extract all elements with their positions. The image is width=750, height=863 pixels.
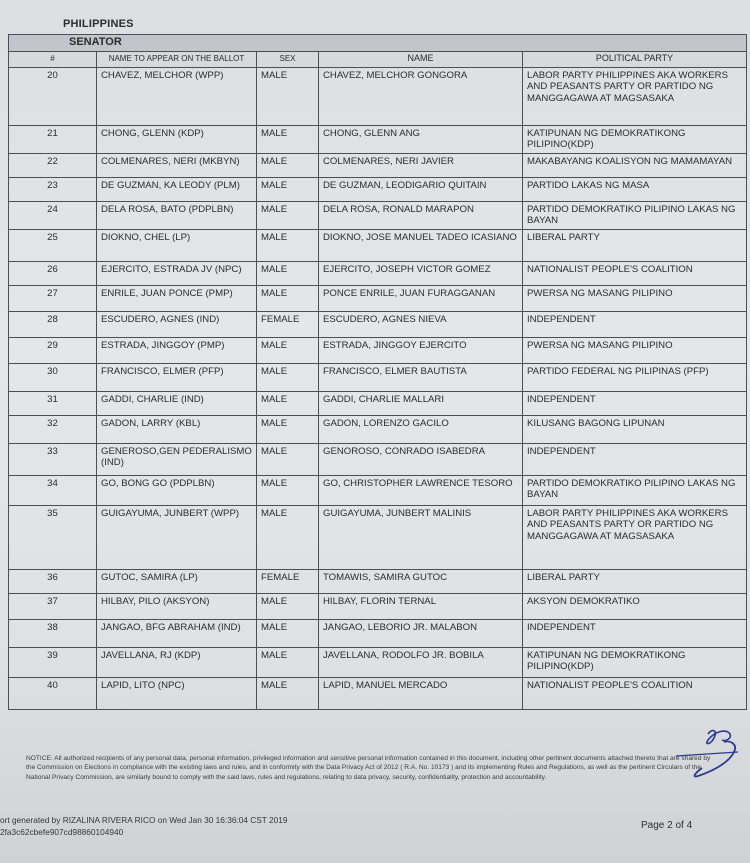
sex-cell: MALE <box>257 443 319 475</box>
ballot-name-cell: LAPID, LITO (NPC) <box>97 677 257 709</box>
table-row <box>9 593 747 619</box>
row-number: 22 <box>9 153 97 177</box>
table-row <box>9 177 747 201</box>
ballot-name-cell: HILBAY, PILO (AKSYON) <box>97 593 257 619</box>
sex-cell: MALE <box>257 261 319 285</box>
sex-cell: MALE <box>257 647 319 677</box>
sex-cell: MALE <box>257 229 319 261</box>
ballot-name-cell: COLMENARES, NERI (MKBYN) <box>97 153 257 177</box>
sex-cell: MALE <box>257 201 319 229</box>
table-row <box>9 391 747 415</box>
sex-cell: MALE <box>257 677 319 709</box>
col-ballot-name-header: NAME TO APPEAR ON THE BALLOT <box>97 51 257 67</box>
full-name-cell: GADON, LORENZO GACILO <box>319 415 523 443</box>
ballot-name-cell: CHONG, GLENN (KDP) <box>97 125 257 153</box>
sex-cell: MALE <box>257 285 319 311</box>
table-row <box>9 677 747 709</box>
col-party-header: POLITICAL PARTY <box>523 51 747 67</box>
row-number: 23 <box>9 177 97 201</box>
ballot-name-cell: GADDI, CHARLIE (IND) <box>97 391 257 415</box>
row-number: 25 <box>9 229 97 261</box>
sex-cell: MALE <box>257 475 319 505</box>
document-hash: 2fa3c62cbefe907cd98860104940 <box>0 827 124 837</box>
full-name-cell: PONCE ENRILE, JUAN FURAGGANAN <box>319 285 523 311</box>
table-row <box>9 619 747 647</box>
ballot-name-cell: GENEROSO,GEN PEDERALISMO (IND) <box>97 443 257 475</box>
ballot-name-cell: DE GUZMAN, KA LEODY (PLM) <box>97 177 257 201</box>
party-cell: INDEPENDENT <box>523 311 747 337</box>
party-cell: NATIONALIST PEOPLE'S COALITION <box>523 261 747 285</box>
row-number: 39 <box>9 647 97 677</box>
section-title: SENATOR <box>9 35 747 52</box>
row-number: 26 <box>9 261 97 285</box>
ballot-name-cell: FRANCISCO, ELMER (PFP) <box>97 363 257 391</box>
sex-cell: MALE <box>257 125 319 153</box>
full-name-cell: ESCUDERO, AGNES NIEVA <box>319 311 523 337</box>
handwritten-signature <box>668 724 744 782</box>
full-name-cell: DE GUZMAN, LEODIGARIO QUITAIN <box>319 177 523 201</box>
sex-cell: MALE <box>257 391 319 415</box>
table-row <box>9 153 747 177</box>
party-cell: NATIONALIST PEOPLE'S COALITION <box>523 677 747 709</box>
privacy-notice: NOTICE: All authorized recipients of any personal data, personal information, privileged information and sensitive personal information contained in this document, including other pertinent documents attached thereto that are shared by the Commission on Elections in compliance with the existing laws and rules, and in conformity with the Data Privacy Act of 2012 ( R.A. No. 10173 ) and its implementing Rules and Regulations, as well as the pertinent Circulars of the National Privacy Commission, are similarly bound to comply with the said laws, rules and regulations, relating to data privacy, security, confidentiality, protection and accountability. <box>26 755 711 781</box>
ballot-name-cell: JAVELLANA, RJ (KDP) <box>97 647 257 677</box>
ballot-name-cell: CHAVEZ, MELCHOR (WPP) <box>97 67 257 125</box>
row-number: 36 <box>9 569 97 593</box>
sex-cell: MALE <box>257 337 319 363</box>
party-cell: LIBERAL PARTY <box>523 569 747 593</box>
party-cell: INDEPENDENT <box>523 443 747 475</box>
sex-cell: FEMALE <box>257 569 319 593</box>
row-number: 37 <box>9 593 97 619</box>
col-number-header: # <box>9 51 97 67</box>
party-cell: PARTIDO FEDERAL NG PILIPINAS (PFP) <box>523 363 747 391</box>
ballot-name-cell: EJERCITO, ESTRADA JV (NPC) <box>97 261 257 285</box>
ballot-name-cell: ENRILE, JUAN PONCE (PMP) <box>97 285 257 311</box>
table-row <box>9 363 747 391</box>
party-cell: PWERSA NG MASANG PILIPINO <box>523 337 747 363</box>
full-name-cell: EJERCITO, JOSEPH VICTOR GOMEZ <box>319 261 523 285</box>
ballot-name-cell: GO, BONG GO (PDPLBN) <box>97 475 257 505</box>
row-number: 30 <box>9 363 97 391</box>
ballot-name-cell: GADON, LARRY (KBL) <box>97 415 257 443</box>
full-name-cell: TOMAWIS, SAMIRA GUTOC <box>319 569 523 593</box>
row-number: 33 <box>9 443 97 475</box>
party-cell: MAKABAYANG KOALISYON NG MAMAMAYAN <box>523 153 747 177</box>
row-number: 24 <box>9 201 97 229</box>
sex-cell: MALE <box>257 67 319 125</box>
full-name-cell: DIOKNO, JOSE MANUEL TADEO ICASIANO <box>319 229 523 261</box>
table-row <box>9 505 747 569</box>
table-row <box>9 443 747 475</box>
full-name-cell: GENOROSO, CONRADO ISABEDRA <box>319 443 523 475</box>
sex-cell: MALE <box>257 619 319 647</box>
table-row <box>9 229 747 261</box>
row-number: 27 <box>9 285 97 311</box>
full-name-cell: DELA ROSA, RONALD MARAPON <box>319 201 523 229</box>
full-name-cell: GO, CHRISTOPHER LAWRENCE TESORO <box>319 475 523 505</box>
party-cell: PARTIDO LAKAS NG MASA <box>523 177 747 201</box>
ballot-name-cell: GUTOC, SAMIRA (LP) <box>97 569 257 593</box>
table-row <box>9 125 747 153</box>
party-cell: PARTIDO DEMOKRATIKO PILIPINO LAKAS NG BAYAN <box>523 201 747 229</box>
party-cell: KILUSANG BAGONG LIPUNAN <box>523 415 747 443</box>
full-name-cell: GUIGAYUMA, JUNBERT MALINIS <box>319 505 523 569</box>
full-name-cell: ESTRADA, JINGGOY EJERCITO <box>319 337 523 363</box>
ballot-name-cell: DELA ROSA, BATO (PDPLBN) <box>97 201 257 229</box>
full-name-cell: CHONG, GLENN ANG <box>319 125 523 153</box>
full-name-cell: COLMENARES, NERI JAVIER <box>319 153 523 177</box>
sex-cell: MALE <box>257 153 319 177</box>
party-cell: KATIPUNAN NG DEMOKRATIKONG PILIPINO(KDP) <box>523 647 747 677</box>
sex-cell: MALE <box>257 177 319 201</box>
table-row <box>9 67 747 125</box>
row-number: 38 <box>9 619 97 647</box>
table-row <box>9 569 747 593</box>
party-cell: PWERSA NG MASANG PILIPINO <box>523 285 747 311</box>
party-cell: LIBERAL PARTY <box>523 229 747 261</box>
column-header-row <box>9 51 747 67</box>
row-number: 29 <box>9 337 97 363</box>
row-number: 34 <box>9 475 97 505</box>
table-row <box>9 311 747 337</box>
party-cell: PARTIDO DEMOKRATIKO PILIPINO LAKAS NG BAYAN <box>523 475 747 505</box>
full-name-cell: JANGAO, LEBORIO JR. MALABON <box>319 619 523 647</box>
sex-cell: MALE <box>257 415 319 443</box>
sex-cell: MALE <box>257 505 319 569</box>
row-number: 20 <box>9 67 97 125</box>
full-name-cell: HILBAY, FLORIN TERNAL <box>319 593 523 619</box>
page-number: Page 2 of 4 <box>641 820 693 831</box>
report-footer <box>0 814 287 838</box>
table-row <box>9 261 747 285</box>
country-heading: PHILIPPINES <box>63 18 134 30</box>
table-row <box>9 415 747 443</box>
party-cell: LABOR PARTY PHILIPPINES AKA WORKERS AND PEASANTS PARTY OR PARTIDO NG MANGGAGAWA AT MAGSASAKA <box>523 67 747 125</box>
full-name-cell: FRANCISCO, ELMER BAUTISTA <box>319 363 523 391</box>
ballot-name-cell: DIOKNO, CHEL (LP) <box>97 229 257 261</box>
sex-cell: MALE <box>257 593 319 619</box>
row-number: 40 <box>9 677 97 709</box>
full-name-cell: CHAVEZ, MELCHOR GONGORA <box>319 67 523 125</box>
ballot-name-cell: ESTRADA, JINGGOY (PMP) <box>97 337 257 363</box>
row-number: 31 <box>9 391 97 415</box>
party-cell: LABOR PARTY PHILIPPINES AKA WORKERS AND PEASANTS PARTY OR PARTIDO NG MANGGAGAWA AT MAGSASAKA <box>523 505 747 569</box>
generated-by-text: ort generated by RIZALINA RIVERA RICO on Wed Jan 30 16:36:04 CST 2019 <box>0 815 288 825</box>
row-number: 32 <box>9 415 97 443</box>
party-cell: KATIPUNAN NG DEMOKRATIKONG PILIPINO(KDP) <box>523 125 747 153</box>
ballot-name-cell: GUIGAYUMA, JUNBERT (WPP) <box>97 505 257 569</box>
table-row <box>9 201 747 229</box>
table-row <box>9 647 747 677</box>
table-row <box>9 285 747 311</box>
row-number: 35 <box>9 505 97 569</box>
full-name-cell: LAPID, MANUEL MERCADO <box>319 677 523 709</box>
row-number: 28 <box>9 311 97 337</box>
ballot-name-cell: JANGAO, BFG ABRAHAM (IND) <box>97 619 257 647</box>
party-cell: INDEPENDENT <box>523 391 747 415</box>
sex-cell: FEMALE <box>257 311 319 337</box>
table-row <box>9 475 747 505</box>
row-number: 21 <box>9 125 97 153</box>
full-name-cell: JAVELLANA, RODOLFO JR. BOBILA <box>319 647 523 677</box>
full-name-cell: GADDI, CHARLIE MALLARI <box>319 391 523 415</box>
table-row <box>9 337 747 363</box>
party-cell: AKSYON DEMOKRATIKO <box>523 593 747 619</box>
sex-cell: MALE <box>257 363 319 391</box>
ballot-name-cell: ESCUDERO, AGNES (IND) <box>97 311 257 337</box>
col-name-header: NAME <box>319 51 523 67</box>
col-sex-header: SEX <box>257 51 319 67</box>
candidate-table <box>8 34 747 710</box>
party-cell: INDEPENDENT <box>523 619 747 647</box>
